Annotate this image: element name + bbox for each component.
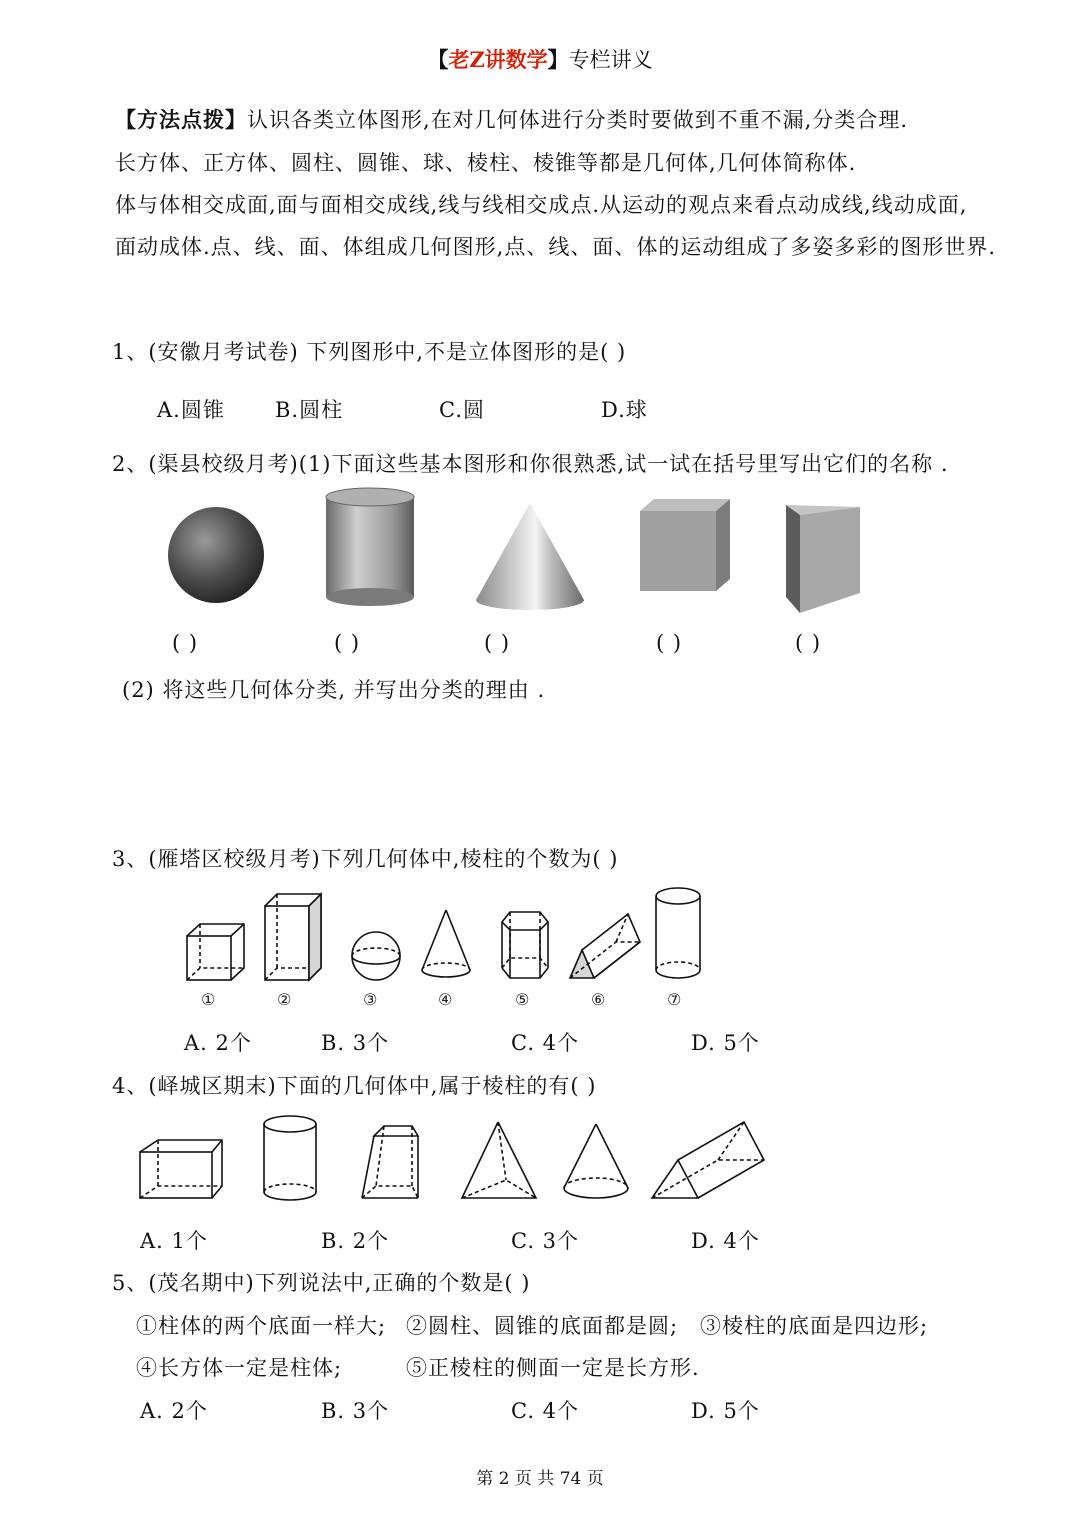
header-close-bracket: 】	[547, 47, 569, 72]
q5-statement-3: ③棱柱的底面是四边形;	[700, 1314, 929, 1338]
q3-label-5: ⑤	[515, 990, 530, 1009]
q4-box	[140, 1140, 222, 1198]
q4-cone	[564, 1124, 628, 1198]
q3-label-1: ①	[201, 990, 216, 1009]
q2-blank-2[interactable]: ( )	[334, 631, 361, 655]
q3-hex-prism	[502, 912, 548, 978]
page-header	[0, 44, 1080, 74]
q1-option-d: D.球	[601, 398, 648, 422]
q3-sphere	[352, 932, 400, 980]
q1-option-c: C.圆	[439, 398, 485, 422]
q3-option-a: A. 2个	[184, 1031, 252, 1055]
method-line-2: 长方体、正方体、圆柱、圆锥、球、棱柱、棱锥等都是几何体,几何体简称体.	[115, 151, 857, 175]
q5-statement-2: ②圆柱、圆锥的底面都是圆;	[406, 1314, 679, 1338]
method-line-1	[115, 104, 908, 134]
q3-option-b: B. 3个	[321, 1031, 390, 1055]
q3-label-7: ⑦	[667, 990, 682, 1009]
q1-option-a: A.圆锥	[157, 398, 225, 422]
q3-cone	[422, 910, 470, 977]
q3-rect-prism	[265, 894, 321, 980]
cone-solid	[476, 503, 584, 610]
q3-label-4: ④	[438, 990, 453, 1009]
q3-label-6: ⑥	[591, 990, 606, 1009]
q5-option-c: C. 4个	[511, 1399, 580, 1423]
q4-option-a: A. 1个	[140, 1229, 208, 1253]
q4-pyramid	[462, 1122, 536, 1198]
q4-tri-prism	[652, 1122, 764, 1198]
q2-blank-3[interactable]: ( )	[484, 631, 511, 655]
q2-part2: (2) 将这些几何体分类, 并写出分类的理由 .	[122, 678, 546, 702]
q3-tri-prism	[570, 914, 640, 978]
method-line-4: 面动成体.点、线、面、体组成几何图形,点、线、面、体的运动组成了多姿多彩的图形世界.	[115, 235, 997, 259]
triangular-prism-solid	[786, 505, 860, 613]
q4-frustum	[362, 1126, 418, 1198]
q3-label-2: ②	[277, 990, 292, 1009]
q3-option-d: D. 5个	[691, 1031, 760, 1055]
q2-blank-1[interactable]: ( )	[172, 631, 199, 655]
q2-blank-4[interactable]: ( )	[656, 631, 683, 655]
header-open-bracket: 【	[427, 47, 449, 72]
q2-solids-figure	[160, 485, 880, 620]
q1-stem: 1、(安徽月考试卷) 下列图形中,不是立体图形的是( )	[112, 340, 627, 364]
q3-solids-figure	[180, 880, 720, 988]
q2-blank-5[interactable]: ( )	[795, 631, 822, 655]
q5-stem: 5、(茂名期中)下列说法中,正确的个数是( )	[112, 1271, 531, 1295]
header-suffix: 专栏讲义	[568, 48, 653, 72]
method-text-1: 认识各类立体图形,在对几何体进行分类时要做到不重不漏,分类合理.	[247, 108, 909, 132]
q3-cube	[187, 924, 244, 980]
q5-option-a: A. 2个	[140, 1399, 208, 1423]
q4-cylinder	[264, 1116, 316, 1200]
q5-statement-4: ④长方体一定是柱体;	[136, 1356, 343, 1380]
page-footer: 第 2 页 共 74 页	[476, 1469, 604, 1489]
sphere-solid	[168, 507, 264, 603]
q2-stem: 2、(渠县校级月考)(1)下面这些基本图形和你很熟悉,试一试在括号里写出它们的名称 .	[112, 452, 949, 476]
q5-option-b: B. 3个	[321, 1399, 390, 1423]
q5-option-d: D. 5个	[691, 1399, 760, 1423]
q4-option-b: B. 2个	[321, 1229, 390, 1253]
method-tag: 【方法点拨】	[115, 107, 247, 132]
q3-option-c: C. 4个	[511, 1031, 580, 1055]
cylinder-solid	[326, 488, 414, 606]
q4-stem: 4、(峄城区期末)下面的几何体中,属于棱柱的有( )	[112, 1074, 597, 1098]
q5-statement-1: ①柱体的两个底面一样大;	[136, 1314, 387, 1338]
q3-label-3: ③	[363, 990, 378, 1009]
cube-solid	[640, 499, 730, 591]
q4-option-d: D. 4个	[691, 1229, 760, 1253]
q3-stem: 3、(雁塔区校级月考)下列几何体中,棱柱的个数为( )	[112, 847, 619, 871]
q3-cylinder	[656, 888, 700, 978]
q5-statement-5: ⑤正棱柱的侧面一定是长方形.	[406, 1356, 700, 1380]
q1-option-b: B.圆柱	[275, 398, 344, 422]
header-brand: 老Z讲数学	[448, 47, 548, 72]
method-line-3: 体与体相交成面,面与面相交成线,线与线相交成点.从运动的观点来看点动成线,线动成面,	[115, 193, 968, 217]
q4-solids-figure	[130, 1110, 780, 1210]
q4-option-c: C. 3个	[511, 1229, 580, 1253]
